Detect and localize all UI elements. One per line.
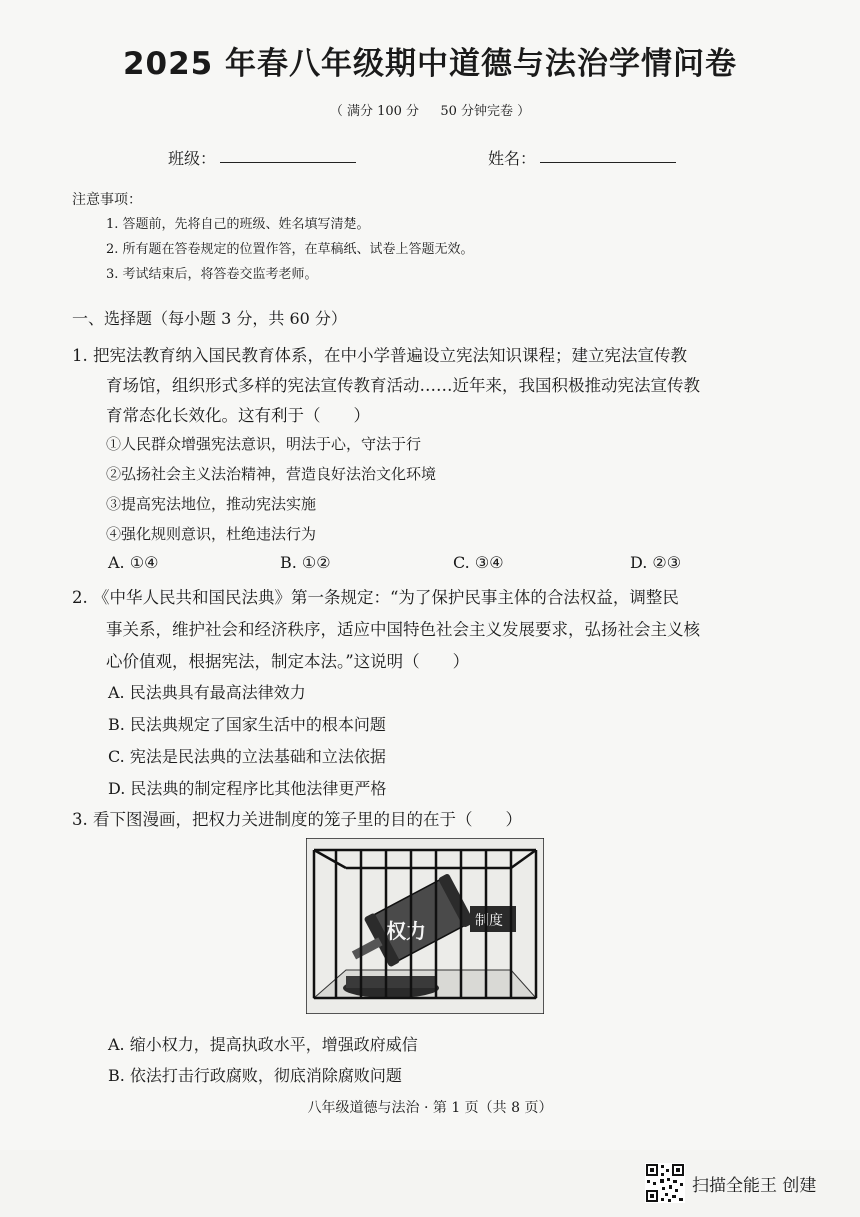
question-1-line: 育常态化长效化。这有利于（ ）	[106, 406, 370, 425]
question-1-statement: ②弘扬社会主义法治精神，营造良好法治文化环境	[106, 465, 437, 483]
question-1-statement: ④强化规则意识，杜绝违法行为	[106, 525, 317, 543]
question-3-option-b: B. 依法打击行政腐败，彻底消除腐败问题	[108, 1066, 402, 1085]
question-2-line: 心价值观，根据宪法，制定本法。”这说明（ ）	[106, 652, 470, 671]
class-blank-line	[220, 162, 356, 163]
question-1-line: 1. 把宪法教育纳入国民教育体系，在中小学普遍设立宪法知识课程；建立宪法宣传教	[72, 346, 687, 365]
question-3-line: 3. 看下图漫画，把权力关进制度的笼子里的目的在于（ ）	[72, 810, 522, 829]
question-1-option-d: D. ②③	[630, 553, 682, 572]
cartoon-system-text: 制度	[475, 913, 503, 929]
question-2-option-b: B. 民法典规定了国家生活中的根本问题	[108, 715, 386, 734]
question-2-line: 2. 《中华人民共和国民法典》第一条规定：“为了保护民事主体的合法权益，调整民	[72, 588, 679, 607]
question-1-option-c: C. ③④	[453, 553, 504, 572]
question-2-line: 事关系，维护社会和经济秩序，适应中国特色社会主义发展要求，弘扬社会主义核	[106, 620, 700, 639]
notes-heading: 注意事项：	[72, 192, 142, 208]
section-heading: 一、选择题（每小题 3 分，共 60 分）	[72, 309, 347, 328]
question-3-option-a: A. 缩小权力，提高执政水平，增强政府威信	[108, 1035, 418, 1054]
question-2-option-a: A. 民法典具有最高法律效力	[108, 683, 306, 702]
scanner-brand-text: 扫描全能王 创建	[692, 1176, 817, 1196]
class-label: 班级：	[168, 149, 217, 168]
power-cage-cartoon	[306, 838, 544, 1014]
question-1-line: 育场馆，组织形式多样的宪法宣传教育活动……近年来，我国积极推动宪法宣传教	[106, 376, 700, 395]
question-2-option-d: D. 民法典的制定程序比其他法律更严格	[108, 779, 387, 798]
question-2-option-c: C. 宪法是民法典的立法基础和立法依据	[108, 747, 386, 766]
qr-code-icon	[645, 1163, 685, 1203]
name-blank-line	[540, 162, 676, 163]
cartoon-power-text: 权力	[386, 919, 426, 943]
note-item: 3. 考试结束后，将答卷交监考老师。	[106, 267, 318, 282]
name-label: 姓名：	[488, 149, 537, 168]
note-item: 1. 答题前，先将自己的班级、姓名填写清楚。	[106, 217, 370, 232]
exam-subtitle: （ 满分 100 分 50 分钟完卷 ）	[329, 104, 531, 119]
question-1-statement: ③提高宪法地位，推动宪法实施	[106, 495, 317, 513]
question-1-option-b: B. ①②	[280, 553, 331, 572]
note-item: 2. 所有题在答卷规定的位置作答，在草稿纸、试卷上答题无效。	[106, 242, 474, 257]
question-1-option-a: A. ①④	[108, 553, 159, 572]
question-1-statement: ①人民群众增强宪法意识，明法于心，守法于行	[106, 435, 422, 453]
page-title: 2025 年春八年级期中道德与法治学情问卷	[122, 46, 738, 82]
page-footer: 八年级道德与法治 · 第 1 页（共 8 页）	[307, 1100, 553, 1116]
